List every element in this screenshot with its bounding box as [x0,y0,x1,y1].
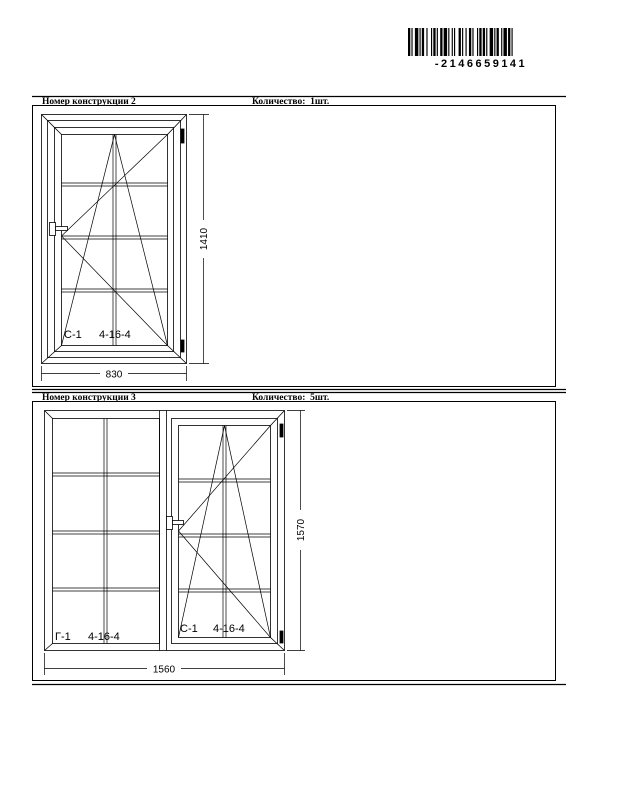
hinge-bottom [181,340,184,352]
width-dimension-value: 1560 [152,664,176,676]
height-dimension-value: 1570 [296,518,307,542]
outer-frame [45,411,285,651]
barcode-number: -2146659141 [434,58,528,70]
sash-frame [55,128,174,352]
item-2-number-label: Номер конструкции 2 [42,97,136,107]
hinge-bottom [280,631,283,643]
quantity-caption: Количество: [252,393,306,403]
muntins-sash [179,426,271,638]
height-dimension-value: 1410 [199,227,210,251]
glass-unit-label: 4-16-4 [99,329,131,341]
glass-pane [179,426,271,638]
muntins [62,135,168,346]
muntins-fixed [53,419,160,644]
sash-type-label: С-1 [180,623,198,635]
opening-lines [179,426,271,638]
window-2 [42,115,187,364]
fixed-pane-glass-label: 4-16-4 [88,631,120,643]
handle-icon [167,517,184,530]
quantity-caption: Количество: [252,97,306,107]
window-3 [45,411,285,651]
hinge-top [280,424,283,437]
width-dimension-value: 830 [105,369,123,381]
sash-type-label: С-1 [64,329,82,341]
item-3-number-label: Номер конструкции 3 [42,393,136,403]
quantity-value: 1шт. [310,97,330,107]
handle-icon [50,223,68,236]
construction-3-section [32,393,566,685]
construction-2-section [32,97,566,390]
hinge-top [181,129,184,143]
quantity-value: 5шт. [310,393,330,403]
fixed-pane-type-label: Г-1 [55,631,71,643]
glass-unit-label: 4-16-4 [213,623,245,635]
opening-lines [62,135,168,346]
glass-pane [62,135,168,346]
sash-frame [172,419,278,644]
